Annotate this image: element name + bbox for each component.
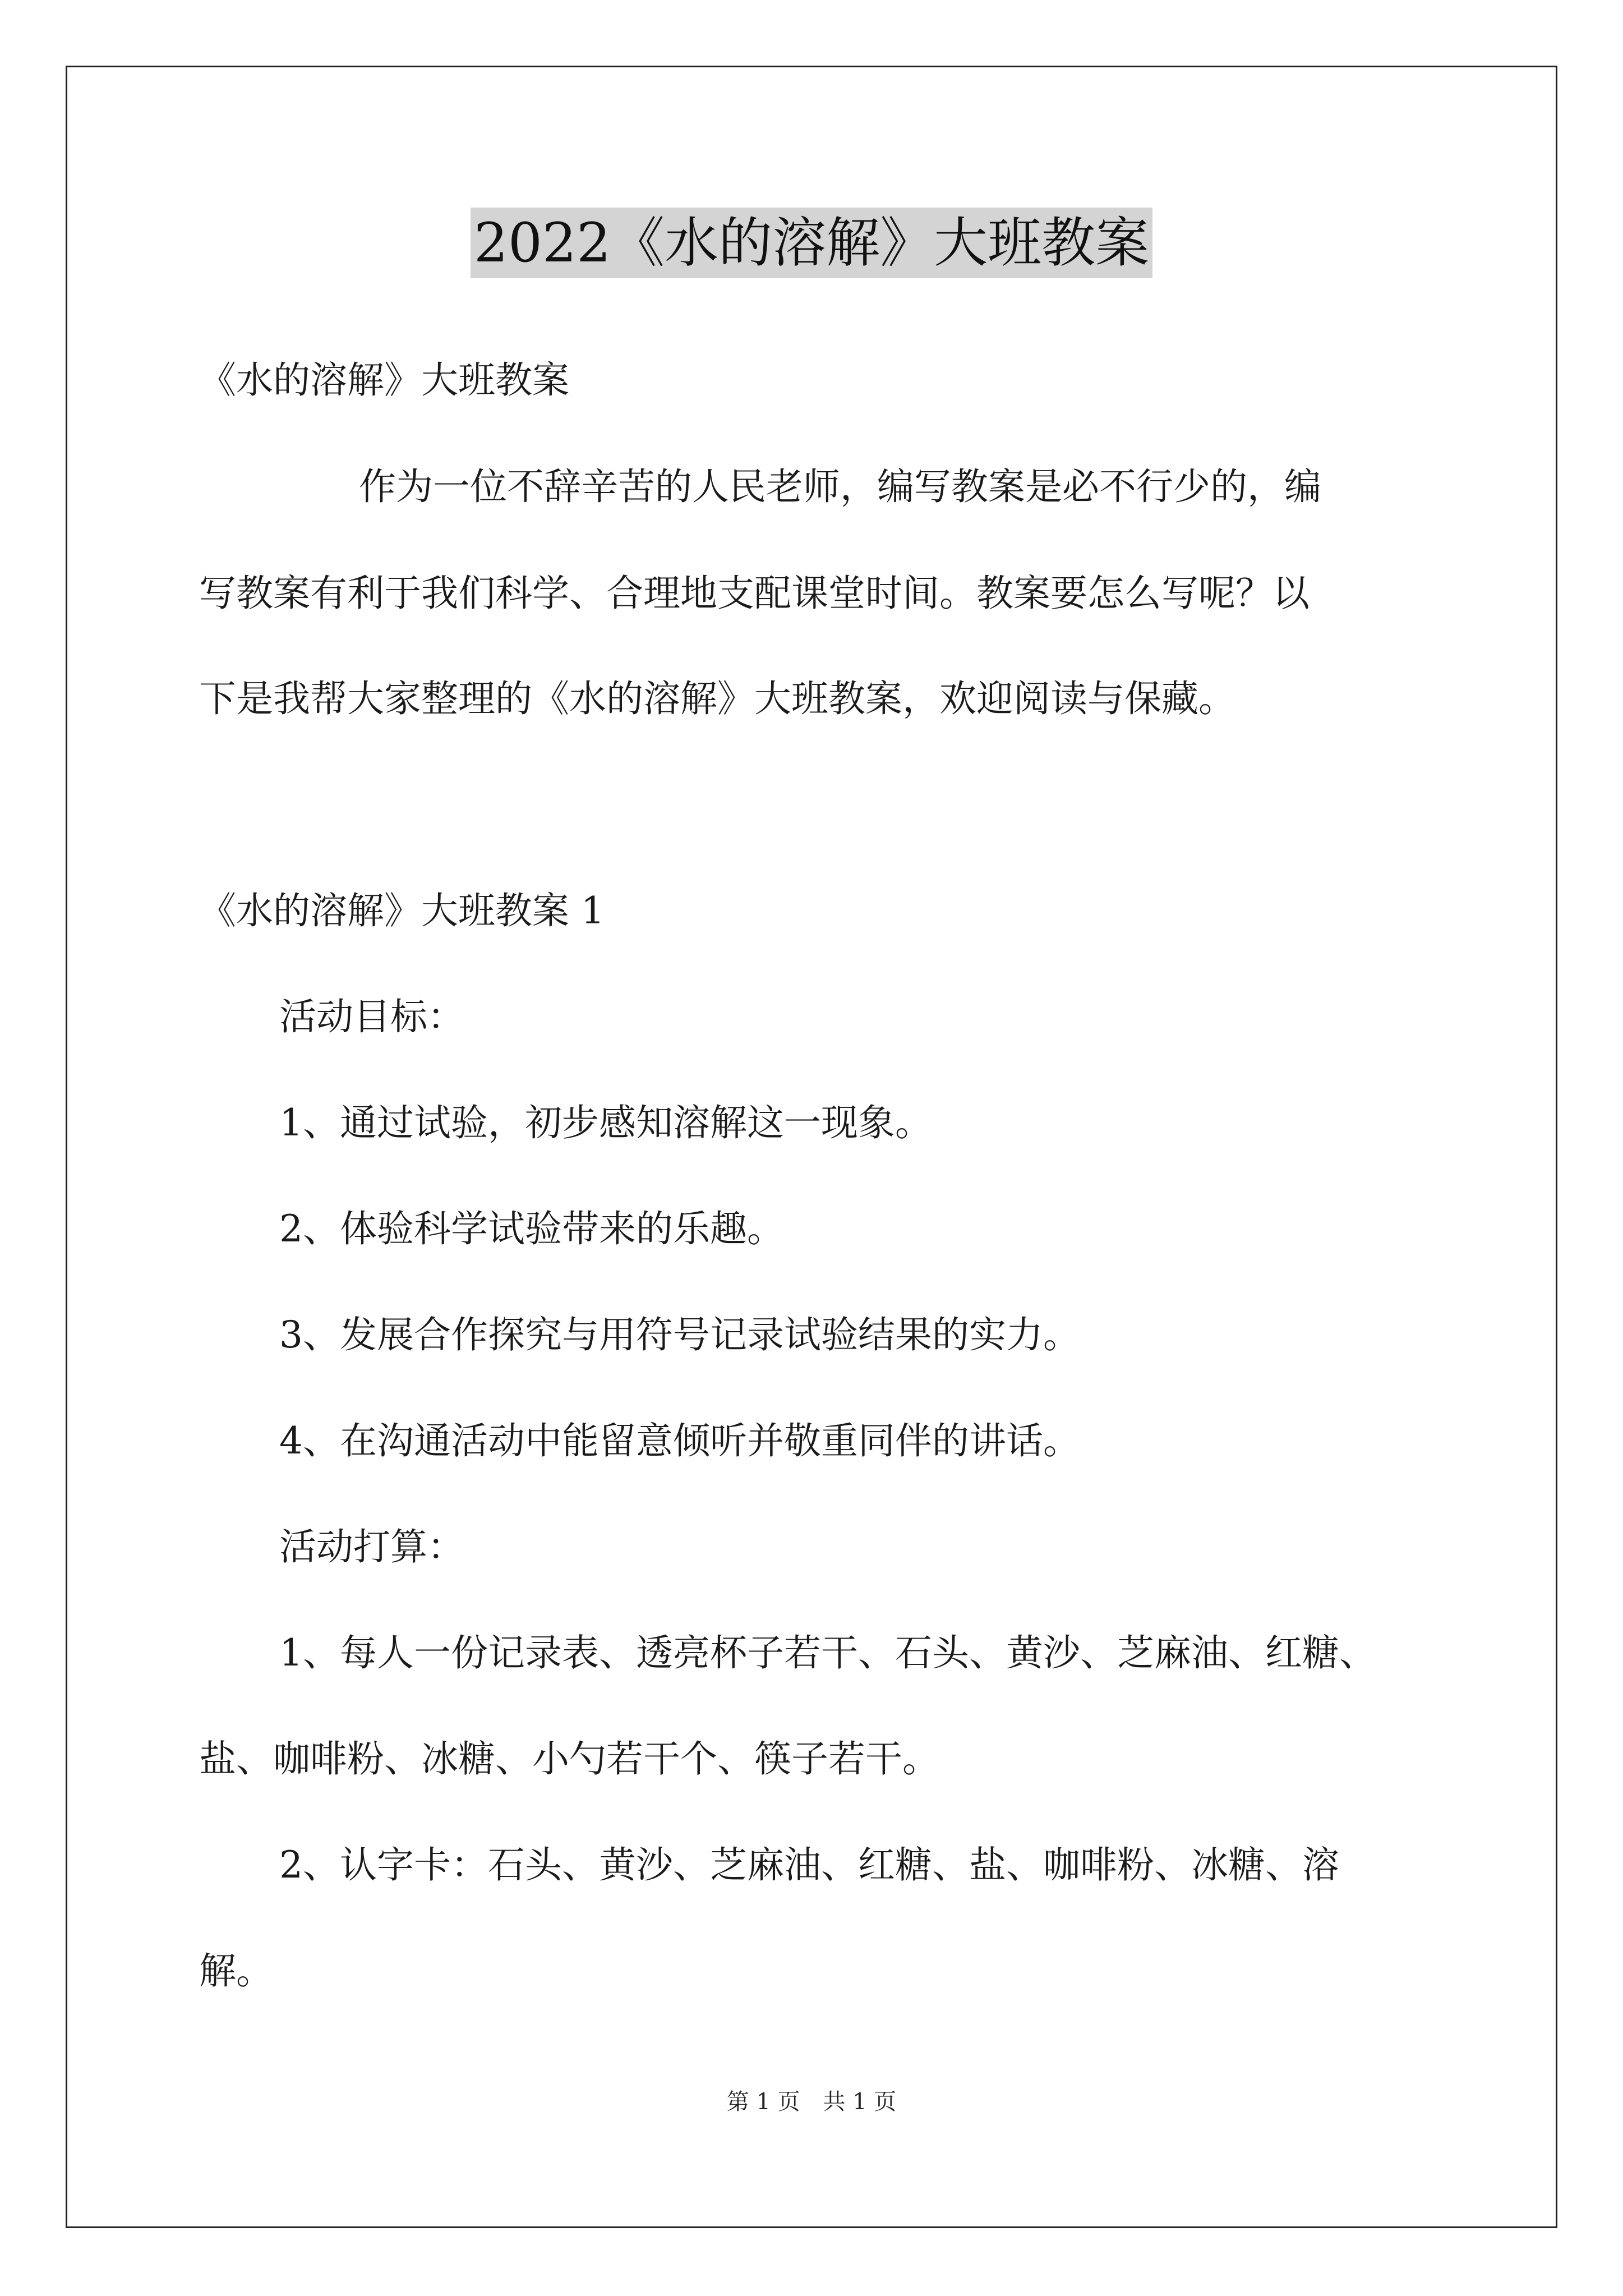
- goal-item-3: 3、发展合作探究与用符号记录试验结果的实力。: [279, 1313, 1080, 1356]
- goals-heading: 活动目标：: [279, 995, 464, 1038]
- goal-item-1: 1、通过试验，初步感知溶解这一现象。: [279, 1101, 932, 1144]
- title-container: [0, 208, 1623, 278]
- prep-heading: 活动打算：: [279, 1525, 464, 1568]
- prep-item-1-line-2: 盐、咖啡粉、冰糖、小勺若干个、筷子若干。: [199, 1737, 939, 1780]
- intro-line-1: 作为一位不辞辛苦的人民老师，编写教案是必不行少的，编: [359, 465, 1321, 508]
- page-total: 共 1 页: [823, 2089, 897, 2115]
- prep-item-2-line-2: 解。: [199, 1949, 273, 1993]
- page-footer: [0, 2088, 1623, 2116]
- prep-item-2-line-1: 2、认字卡：石头、黄沙、芝麻油、红糖、盐、咖啡粉、冰糖、溶: [279, 1843, 1339, 1887]
- prep-item-1-line-1: 1、每人一份记录表、透亮杯子若干、石头、黄沙、芝麻油、红糖、: [279, 1631, 1376, 1674]
- document-subtitle: 《水的溶解》大班教案: [199, 358, 569, 402]
- goal-item-4: 4、在沟通活动中能留意倾听并敬重同伴的讲话。: [279, 1419, 1080, 1462]
- document-title: 2022《水的溶解》大班教案: [471, 208, 1152, 278]
- section-heading: 《水的溶解》大班教案 1: [199, 889, 605, 932]
- page-number: 第 1 页: [726, 2089, 800, 2115]
- intro-line-3: 下是我帮大家整理的《水的溶解》大班教案，欢迎阅读与保藏。: [199, 677, 1235, 720]
- goal-item-2: 2、体验科学试验带来的乐趣。: [279, 1207, 784, 1250]
- intro-line-2: 写教案有利于我们科学、合理地支配课堂时间。教案要怎么写呢？以: [199, 572, 1310, 615]
